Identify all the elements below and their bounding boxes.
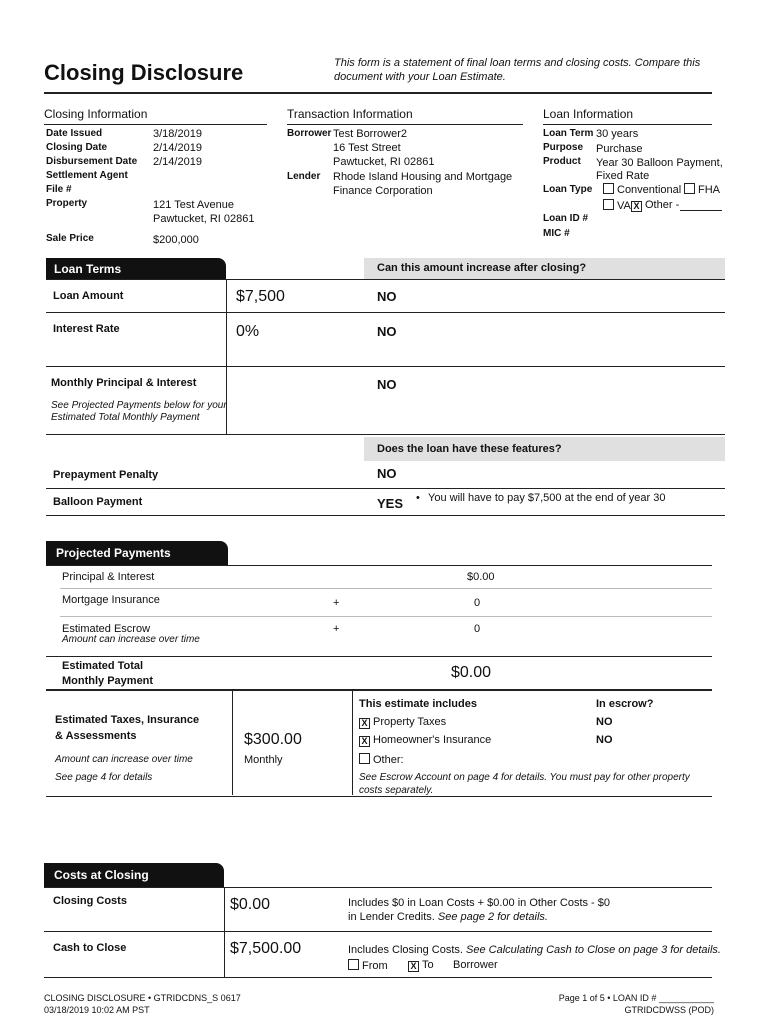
- loan-id-label: Loan ID #: [543, 213, 589, 224]
- loan-type-va[interactable]: VA: [603, 199, 631, 212]
- costs-rule-top: [44, 887, 712, 888]
- sale-price-value: $200,000: [153, 234, 199, 246]
- escrow-label: Estimated Escrow: [62, 623, 151, 635]
- projected-rule-2: [60, 616, 712, 617]
- loan-amount-value: $7,500: [236, 288, 285, 305]
- borrower-label: Borrower: [287, 128, 332, 139]
- property-label: Property: [46, 198, 88, 209]
- projected-rule-1: [60, 588, 712, 589]
- pi-value: $0.00: [467, 571, 495, 583]
- from-checkbox[interactable]: [348, 959, 359, 970]
- borrower-option: Borrower: [453, 959, 498, 971]
- monthly-pi-answer: NO: [377, 377, 397, 392]
- loan-info-rule: [543, 124, 712, 125]
- total-monthly-label1: Estimated Total: [62, 660, 144, 672]
- product-label: Product: [543, 156, 581, 167]
- date-issued-label: Date Issued: [46, 128, 103, 139]
- property-taxes-checkbox[interactable]: X: [359, 718, 370, 729]
- mi-value: 0: [474, 597, 481, 609]
- purpose-value: Purchase: [596, 143, 643, 155]
- loan-terms-rule-2: [46, 366, 725, 367]
- loan-terms-tab: Loan Terms: [46, 258, 226, 279]
- costs-rule-bottom: [44, 977, 712, 978]
- projected-rule-4: [46, 689, 712, 691]
- borrower-name: Test Borrower2: [333, 128, 407, 140]
- settlement-agent-label: Settlement Agent: [46, 170, 128, 181]
- monthly-pi-label: Monthly Principal & Interest: [51, 377, 197, 389]
- sale-price-label: Sale Price: [46, 233, 94, 244]
- taxes-note1: Amount can increase over time: [55, 754, 193, 765]
- escrow-footnote1: See Escrow Account on page 4 for details. You must pay for other property: [359, 772, 690, 783]
- costs-divider: [224, 887, 225, 977]
- file-number-label: File #: [46, 184, 72, 195]
- footer-left-line2: 03/18/2019 10:02 AM PST: [44, 1005, 150, 1015]
- escrow-plus: +: [333, 623, 340, 635]
- costs-rule-middle: [44, 931, 712, 932]
- total-monthly-label2: Monthly Payment: [62, 675, 154, 687]
- homeowners-insurance-checkbox[interactable]: X: [359, 736, 370, 747]
- disbursement-date-value: 2/14/2019: [153, 156, 202, 168]
- loan-type-conventional[interactable]: Conventional: [603, 183, 681, 196]
- closing-info-heading: Closing Information: [44, 107, 148, 121]
- fha-checkbox[interactable]: [684, 183, 695, 194]
- date-issued-value: 3/18/2019: [153, 128, 202, 140]
- loan-amount-answer: NO: [377, 289, 397, 304]
- footer-right-line2: GTRIDCDWSS (POD): [624, 1005, 714, 1015]
- features-question: Does the loan have these features?: [377, 443, 562, 455]
- cash-to-close-label: Cash to Close: [53, 942, 127, 954]
- closing-info-rule: [44, 124, 267, 125]
- loan-term-label: Loan Term: [543, 128, 594, 139]
- projected-payments-tab: Projected Payments: [46, 541, 228, 565]
- borrower-address-line1: 16 Test Street: [333, 142, 401, 154]
- loan-info-heading: Loan Information: [543, 107, 634, 121]
- closing-date-value: 2/14/2019: [153, 142, 202, 154]
- closing-costs-note2b: See page 2 for details.: [437, 911, 548, 923]
- balloon-label: Balloon Payment: [53, 496, 143, 508]
- va-checkbox[interactable]: [603, 199, 614, 210]
- in-escrow-heading: In escrow?: [596, 698, 654, 710]
- loan-terms-rule-4: [46, 488, 725, 489]
- loan-term-value: 30 years: [596, 128, 639, 140]
- loan-amount-label: Loan Amount: [53, 290, 124, 302]
- prepayment-label: Prepayment Penalty: [53, 469, 159, 481]
- cash-note-a: Includes Closing Costs.: [348, 944, 466, 956]
- page-title: Closing Disclosure: [44, 60, 244, 85]
- interest-rate-answer: NO: [377, 324, 397, 339]
- cash-note-b: See Calculating Cash to Close on page 3 for details.: [466, 944, 721, 956]
- taxes-frequency: Monthly: [244, 754, 283, 766]
- total-monthly-value: $0.00: [451, 664, 492, 681]
- loan-type-fha[interactable]: FHA: [684, 183, 720, 196]
- costs-at-closing-tab: Costs at Closing: [44, 863, 224, 887]
- purpose-label: Purpose: [543, 142, 584, 153]
- escrow-footnote2: costs separately.: [359, 785, 434, 796]
- other-underline: [680, 210, 722, 211]
- property-line2: Pawtucket, RI 02861: [153, 213, 255, 225]
- property-line1: 121 Test Avenue: [153, 199, 234, 211]
- intro-text-line1: This form is a statement of final loan terms and closing costs. Compare this: [334, 57, 701, 69]
- to-checkbox-checked[interactable]: X: [408, 961, 419, 972]
- projected-rule-top: [46, 565, 712, 566]
- property-taxes-escrow: NO: [596, 716, 613, 728]
- lender-label: Lender: [287, 171, 321, 182]
- disbursement-date-label: Disbursement Date: [46, 156, 138, 167]
- lender-line2: Finance Corporation: [333, 185, 433, 197]
- balloon-note: You will have to pay $7,500 at the end of year 30: [428, 492, 666, 504]
- mic-label: MIC #: [543, 228, 570, 239]
- borrower-address-line2: Pawtucket, RI 02861: [333, 156, 435, 168]
- balloon-bullet: •: [416, 492, 420, 504]
- mi-label: Mortgage Insurance: [62, 594, 160, 606]
- mi-plus: +: [333, 597, 340, 609]
- taxes-note2: See page 4 for details: [55, 772, 153, 783]
- closing-date-label: Closing Date: [46, 142, 108, 153]
- transaction-info-heading: Transaction Information: [287, 107, 413, 121]
- closing-costs-note1: Includes $0 in Loan Costs + $0.00 in Other Costs - $0: [348, 897, 611, 909]
- loan-terms-rule-bottom: [46, 515, 725, 516]
- pi-label: Principal & Interest: [62, 571, 155, 583]
- to-option[interactable]: X To: [408, 959, 434, 972]
- loan-terms-rule-3: [46, 434, 725, 435]
- loan-terms-rule-top: [46, 279, 725, 280]
- closing-costs-label: Closing Costs: [53, 895, 127, 907]
- other-checkbox-checked[interactable]: X: [631, 201, 642, 212]
- cash-to-close-note: [348, 944, 721, 956]
- loan-type-other[interactable]: X Other -: [631, 199, 679, 212]
- homeowners-insurance-item[interactable]: X Homeowner's Insurance: [359, 734, 491, 747]
- closing-costs-note2: [348, 911, 548, 923]
- taxes-amount: $300.00: [244, 731, 302, 748]
- escrow-value: 0: [474, 623, 481, 635]
- conventional-checkbox[interactable]: [603, 183, 614, 194]
- transaction-info-rule: [287, 124, 523, 125]
- loan-terms-rule-1: [46, 312, 725, 313]
- property-taxes-item[interactable]: X Property Taxes: [359, 716, 446, 729]
- projected-rule-3: [46, 656, 712, 657]
- balloon-answer: YES: [377, 496, 404, 511]
- footer-right-line1: Page 1 of 5 • LOAN ID # ___________: [558, 993, 714, 1003]
- homeowners-insurance-escrow: NO: [596, 734, 613, 746]
- increase-question: Can this amount increase after closing?: [377, 262, 587, 274]
- closing-costs-note2a: in Lender Credits.: [348, 911, 438, 923]
- escrow-note: Amount can increase over time: [62, 634, 200, 645]
- interest-rate-value: 0%: [236, 323, 260, 340]
- taxes-divider-right: [352, 691, 353, 795]
- includes-heading: This estimate includes: [359, 698, 477, 710]
- prepayment-answer: NO: [377, 466, 397, 481]
- monthly-pi-note1: See Projected Payments below for your: [51, 400, 227, 411]
- intro-text-line2: document with your Loan Estimate.: [334, 71, 506, 83]
- header-rule: [44, 92, 712, 94]
- projected-rule-bottom: [46, 796, 712, 797]
- other-escrow-checkbox[interactable]: [359, 753, 370, 764]
- monthly-pi-note2: Estimated Total Monthly Payment: [51, 412, 200, 423]
- from-option[interactable]: From: [348, 959, 388, 972]
- taxes-label1: Estimated Taxes, Insurance: [55, 714, 200, 726]
- cash-to-close-amount: $7,500.00: [230, 940, 302, 957]
- lender-line1: Rhode Island Housing and Mortgage: [333, 171, 513, 183]
- interest-rate-label: Interest Rate: [53, 323, 120, 335]
- product-line2: Fixed Rate: [596, 170, 650, 182]
- taxes-label2: & Assessments: [55, 730, 137, 742]
- closing-costs-amount: $0.00: [230, 896, 271, 913]
- product-line1: Year 30 Balloon Payment,: [596, 157, 723, 169]
- other-item[interactable]: Other:: [359, 753, 404, 766]
- taxes-divider-left: [232, 691, 233, 795]
- footer-left-line1: CLOSING DISCLOSURE • GTRIDCDNS_S 0617: [44, 993, 241, 1003]
- loan-type-label: Loan Type: [543, 184, 593, 195]
